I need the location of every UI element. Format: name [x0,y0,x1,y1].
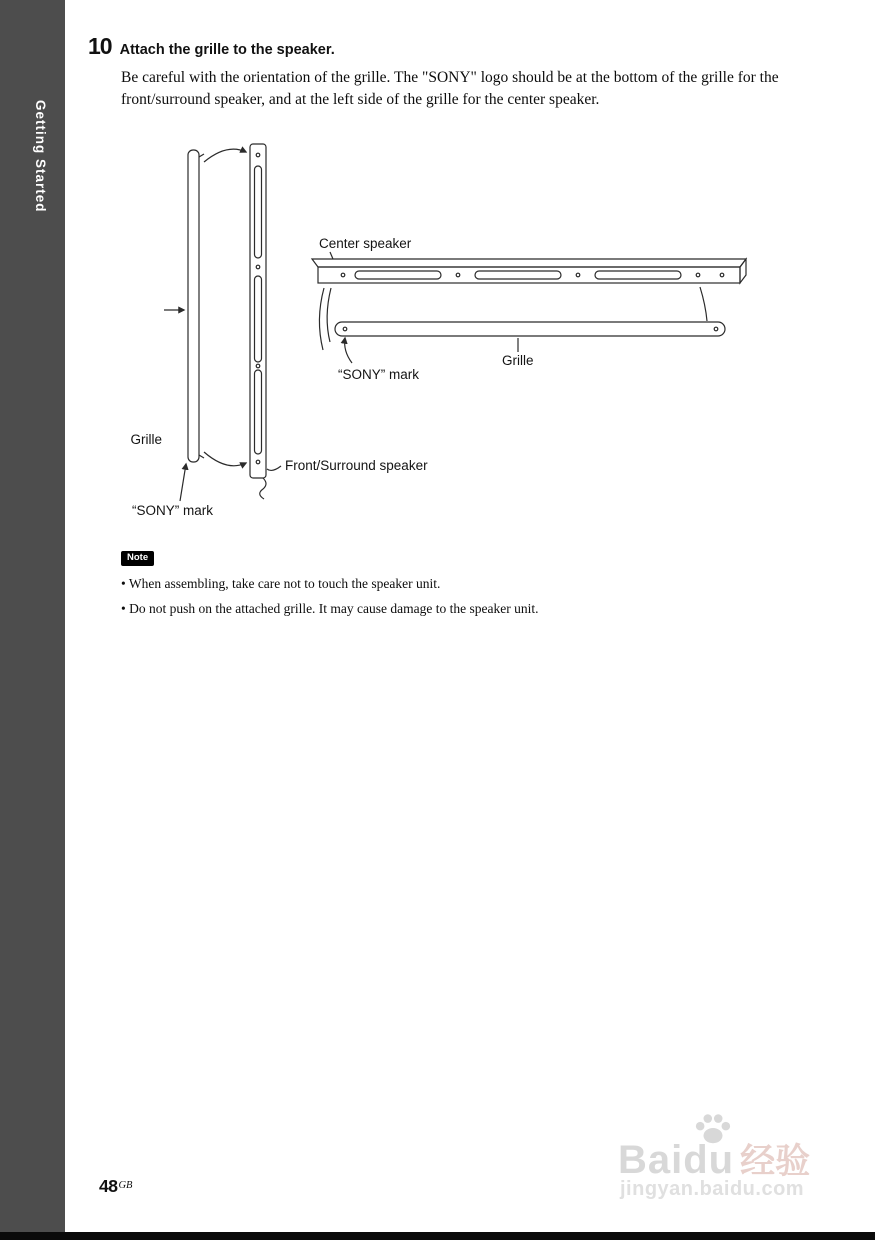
watermark-brand-cn: 经验 [740,1142,811,1181]
center-speaker-leader-right [700,287,707,321]
note-section [121,547,826,620]
speaker-diagram-drawing [100,130,780,530]
speaker-diagram [100,130,780,530]
center-speaker-leader-2 [327,288,331,342]
note-badge: Note [121,551,154,566]
page-bottom-bar [0,1232,875,1240]
step-title: Attach the grille to the speaker. [119,42,335,58]
grille-right-label: Grille [502,353,534,368]
body-paragraph: Be careful with the orientation of the grille. The "SONY" logo should be at the bottom of the grille for the front/surround speaker, and at the left side of the grille for the center speaker. [121,69,779,108]
sidebar [0,0,65,1240]
front-surround-label-leader [267,466,281,470]
sony-mark-front-leader [180,464,186,501]
note-item-2: • Do not push on the attached grille. It may cause damage to the speaker unit. [121,601,539,616]
step-heading [88,33,335,60]
front-surround-speaker-label: Front/Surround speaker [285,458,428,473]
center-speaker-label: Center speaker [319,236,412,251]
center-speaker-leader-1 [319,288,324,350]
sony-mark-center-arrow [345,338,352,363]
watermark-url: jingyan.baidu.com [620,1178,805,1200]
center-speaker-shape [318,267,740,283]
page-number-suffix: GB [118,1180,133,1191]
front-surround-speaker-shape [250,144,266,478]
center-speaker-label-leader [330,252,333,259]
sidebar-section-label: Getting Started [33,100,48,213]
page-number [99,1176,132,1197]
watermark-brand: Baidu [618,1138,735,1182]
baidu-watermark [618,1108,874,1208]
attach-arrow-top [204,149,246,162]
sony-mark-center-label: “SONY” mark [338,367,419,382]
grille-horizontal-shape [335,322,725,336]
center-speaker-top-face [312,259,746,267]
page-number-value: 48 [99,1176,118,1196]
watermark-brand-row [618,1134,874,1184]
grille-vertical-shape [188,150,199,462]
note-item-1: • When assembling, take care not to touch the speaker unit. [121,576,441,591]
grille-left-label: Grille [130,432,162,447]
sony-mark-front-label: “SONY” mark [132,503,213,518]
attach-arrow-bottom [204,452,246,466]
speaker-cable [260,478,266,499]
step-number: 10 [88,33,112,59]
